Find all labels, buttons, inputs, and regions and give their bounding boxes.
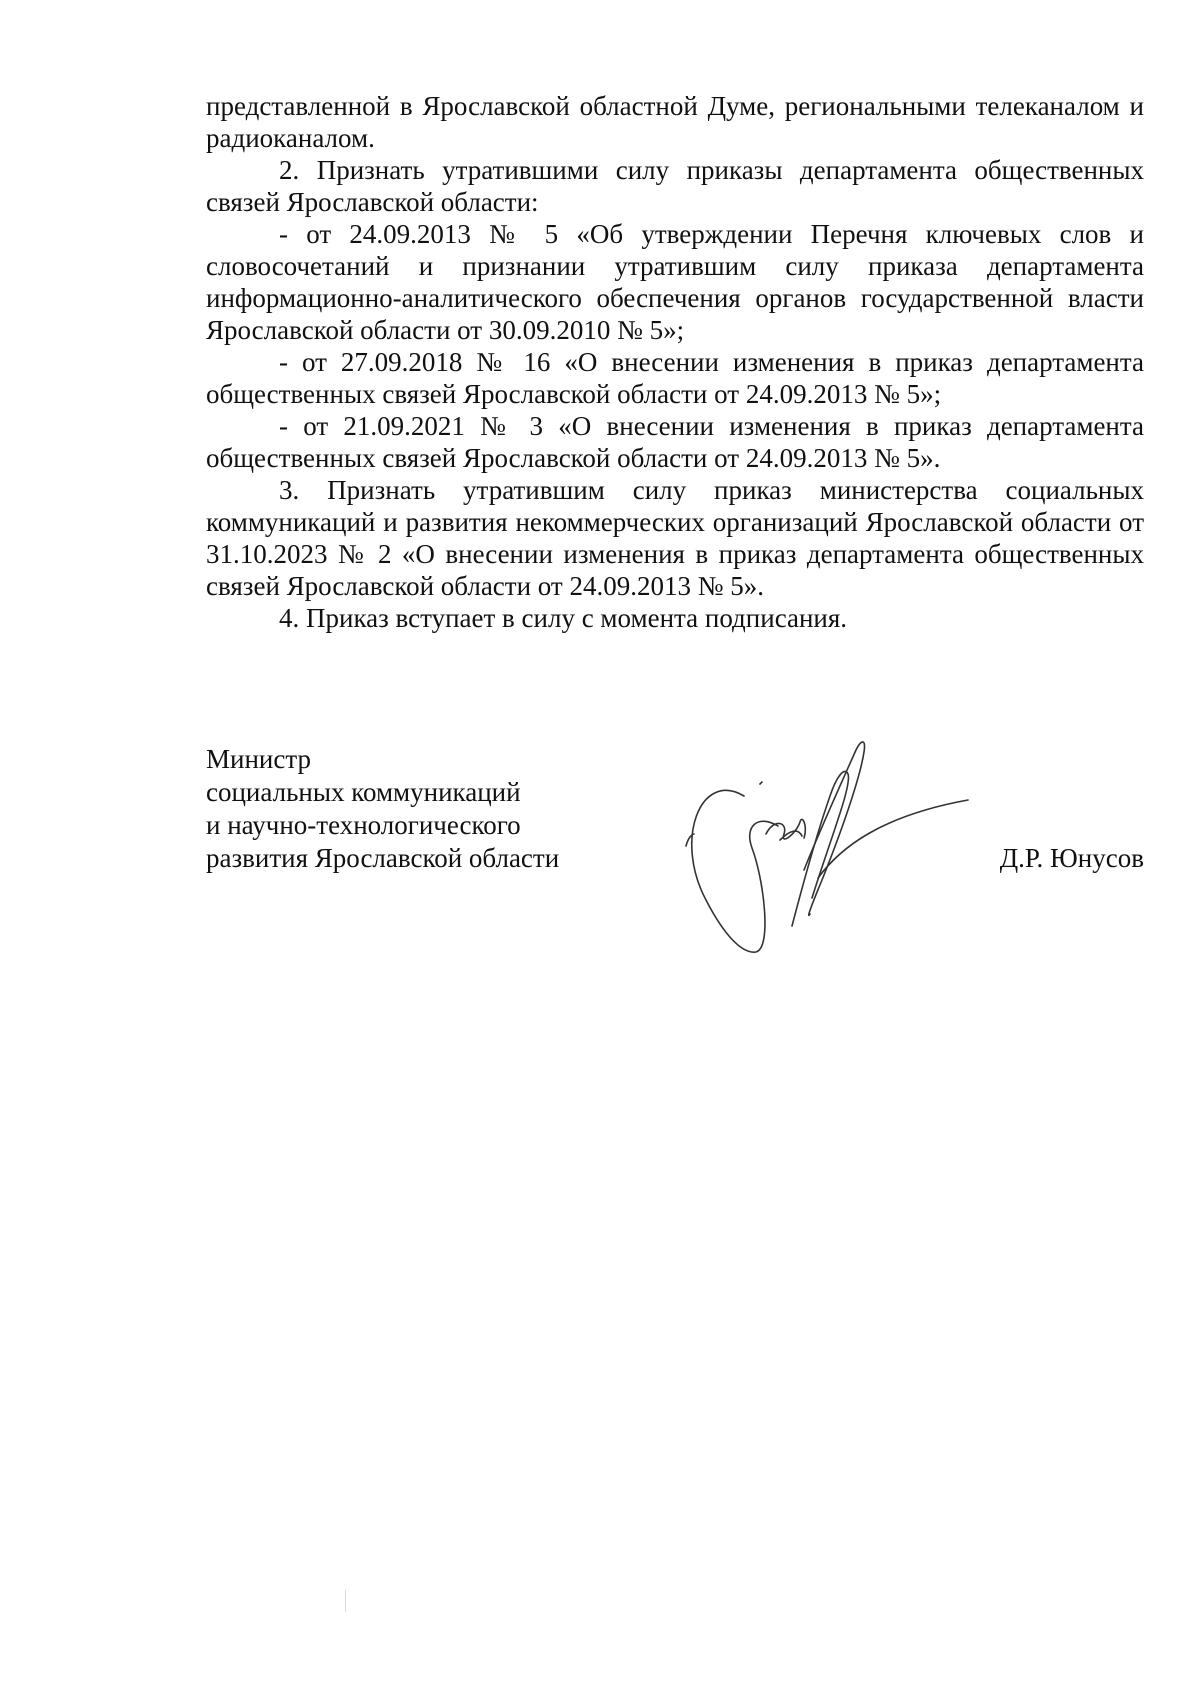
scan-artifact	[345, 1590, 346, 1612]
document-body	[206, 90, 1144, 634]
handwritten-signature	[680, 730, 980, 970]
paragraph-item-2: 2. Признать утратившими силу приказы департамента общественных связей Ярославской области:	[206, 155, 1144, 217]
paragraph-item-3: 3. Признать утратившим силу приказ министерства социальных коммуникаций и развития некоммерческих организаций Ярославской области от 31.10.2023 № 2 «О внесении изменения в приказ департамента общественных связей Ярославской области от 24.09.2013 № 5».	[206, 475, 1144, 601]
paragraph-item-4: 4. Приказ вступает в силу с момента подписания.	[279, 603, 848, 633]
signer-position-line: Министр	[206, 744, 311, 774]
signer-position-line: социальных коммуникаций	[206, 777, 521, 807]
paragraph-continuation: представленной в Ярославской областной Думе, региональными телеканалом и радиоканалом.	[206, 91, 1144, 153]
signer-name: Д.Р. Юнусов	[999, 843, 1144, 873]
signer-position	[206, 743, 626, 875]
signer-position-line: развития Ярославской области	[206, 843, 560, 873]
paragraph-subitem-2: - от 27.09.2018 № 16 «О внесении изменения в приказ департамента общественных связей Ярославской области от 24.09.2013 № 5»;	[206, 347, 1144, 409]
paragraph-subitem-3: - от 21.09.2021 № 3 «О внесении изменения в приказ департамента общественных связей Ярославской области от 24.09.2013 № 5».	[206, 411, 1144, 473]
paragraph-subitem-1: - от 24.09.2013 № 5 «Об утверждении Перечня ключевых слов и словосочетаний и признании утратившим силу приказа департамента информационно-аналитического обеспечения органов государственной власти Ярославской области от 30.09.2010 № 5»;	[206, 219, 1144, 345]
signer-position-line: и научно-технологического	[206, 810, 521, 840]
